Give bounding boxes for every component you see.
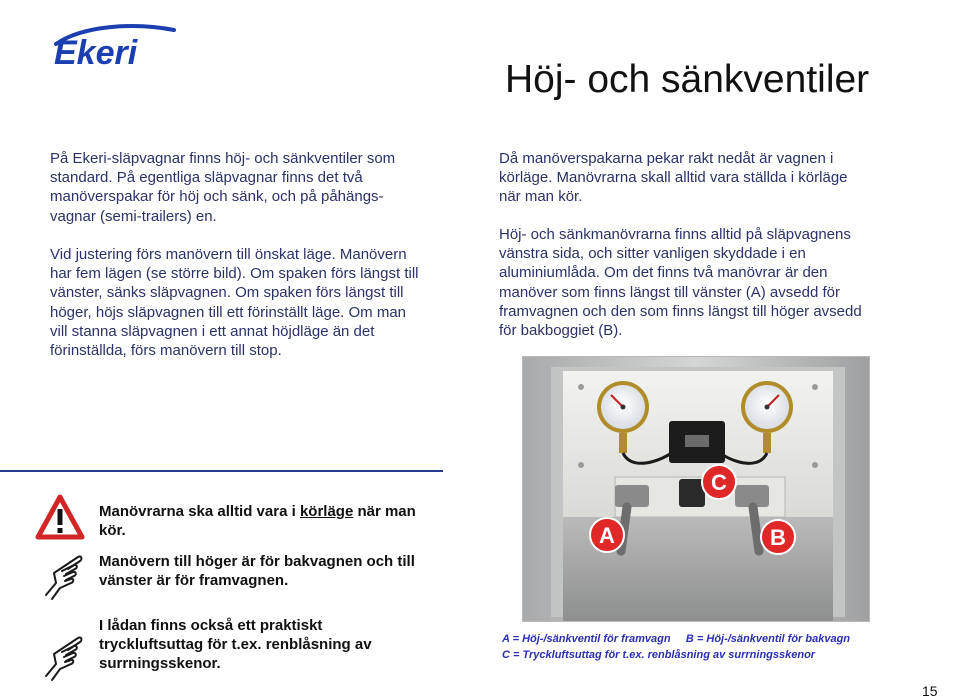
section-divider <box>0 470 443 472</box>
label-b-marker <box>761 520 795 554</box>
ekeri-logo-graphic <box>52 20 182 70</box>
hint-note-1: Manövern till höger är för bakvagnen och till vänster är för framvagnen. <box>99 553 415 589</box>
pointing-hand-icon <box>40 551 92 606</box>
caption-a: A = Höj-/sänkventil för framvagn <box>502 633 671 645</box>
label-a-text: A <box>599 523 615 548</box>
left-paragraph-2: Vid justering förs manövern till önskat läge. Manövern har fem lägen (se större bild). Om spaken förs längst till vänster, sänks släpvagnen. Om spaken förs längst till höger, höjs släpvagnen till ett förinställt läge. Om man vill stanna släpvagnen i ett annat höjdläge än det förinställda, förs manövern till stop. <box>50 246 419 360</box>
hint-note-2: I lådan finns också ett praktiskt tryckluftsuttag för t.ex. renblåsning av surrningsskenor. <box>99 617 372 672</box>
left-paragraph-1: På Ekeri-släpvagnar finns höj- och sänkventiler som standard. På egentliga släpvagnar finns det två manöverspakar för höj och sänk, och på påhängs-vagnar (semi-trailers) en. <box>50 150 396 225</box>
warning-note-after: när man kör. <box>99 503 416 539</box>
pointing-hand-icon <box>40 632 92 687</box>
warning-note <box>99 502 419 540</box>
warning-note-underlined: körläge <box>299 503 354 520</box>
label-a-marker <box>590 518 624 552</box>
right-paragraph-2: Höj- och sänkmanövrarna finns alltid på släpvagnens vänstra sida, och sitter vanligen skyddade i en aluminiumlåda. Om det finns två manövrar är den manöver som finns längst till vänster (A) avsedd för framvagnen och den som finns längst till höger avsedd för bakboggiet (B). <box>499 226 862 340</box>
caption-line-1 <box>502 631 850 647</box>
ekeri-logo <box>52 20 182 70</box>
label-c-text: C <box>711 470 727 495</box>
label-b-text: B <box>770 525 786 550</box>
right-paragraph-1: Då manöverspakarna pekar rakt nedåt är vagnen i körläge. Manövrarna skall alltid vara ställda i körläge när man kör. <box>499 150 848 206</box>
warning-triangle-icon <box>35 494 87 545</box>
warning-note-before: Manövrarna ska alltid vara i <box>99 503 300 520</box>
page-number: 15 <box>922 683 938 699</box>
caption-b: B = Höj-/sänkventil för bakvagn <box>685 633 851 645</box>
photo-caption <box>502 631 850 663</box>
page-title: Höj- och sänkventiler <box>505 58 870 101</box>
caption-line-2: C = Tryckluftsuttag för t.ex. renblåsning av surrningsskenor <box>502 649 816 661</box>
label-c-marker <box>702 465 736 499</box>
logo-text: Ekeri <box>54 34 138 70</box>
valve-box-photo <box>522 356 870 622</box>
